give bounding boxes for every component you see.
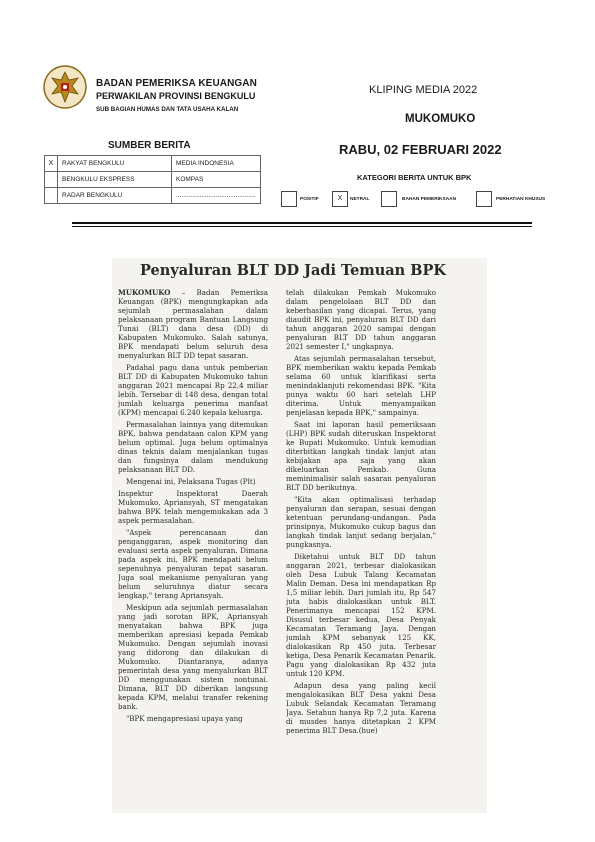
article-paragraph: Mengenai ini, Pelaksana Tugas (Plt) [126,477,256,486]
article-paragraph: Meskipun ada sejumlah permasalahan yang jadi sorotan BPK, Apriansyah menyatakan bahwa BPK juga memberikan apresiasi kepada Pemkab Mukomuko. Dengan sejumlah inovasi yang didorong dan dilakukan di Mukomuko. Diantaranya, adanya pemerintah desa yang menyalurkan BLT DD menggunakan sistem nontunai. Dimana, BLT DD diberikan langsung kepada KPM, melalui transfer rekening bank. [118,603,268,711]
clipping-label: KLIPING MEDIA 2022 [369,84,478,96]
category-label: POSITIF [300,197,319,202]
source-name: BENGKULU EKSPRESS [58,172,172,188]
article-paragraph: Adapun desa yang paling kecil mengalokasikan BLT Desa yakni Desa Lubuk Selandak Kecamatan Teramang Jaya. Setahun hanya Rp 7,2 juta. Karena di musdes hanya ditetapkan 2 KPM penerima BLT Desa.(hue) [286,681,436,735]
city-heading: MUKOMUKO [405,113,476,125]
source-table [44,155,261,204]
article-paragraph: Atas sejumlah permasalahan tersebut, BPK memberikan waktu kepada Pemkab selama 60 untuk klarifikasi serta menindaklanjuti rekomendasi BPK. "Kita punya waktu 60 hari setelah LHP diterima. Untuk menyampaikan penjelasan kepada BPK," sampainya. [286,354,436,417]
date-heading: RABU, 02 FEBRUARI 2022 [339,142,502,157]
category-checkbox-bahan [381,191,397,207]
source-title: SUMBER BERITA [108,140,191,151]
article-paragraph: "Kita akan optimalisasi terhadap penyaluran dan serapan, sesuai dengan ketentuan perundang-undangan. Pada prinsipnya, Mukomuko cukup bagus dan langkah tindak lanjut sedang berjalan," pungkasnya. [286,495,436,549]
article-paragraph: Diketahui untuk BLT DD tahun anggaran 2021, terbesar dialokasikan oleh Desa Lubuk Talang Kecamatan Malin Deman. Desa ini mendapatkan Rp 1,5 miliar lebih. Dari jumlah itu, Rp 547 juta habis dialokasikan untuk BLT. Penerimanya mencapai 152 KPM. Disusul terbesar kedua, Desa Penyak Kecamatan Teramang Jaya. Dengan jumlah KPM sebanyak 125 KK, dialokasikan Rp 450 juta. Terbesar ketiga, Desa Penarik Kecamatan Penarik. Pagu yang dialokasikan Rp 432 juta untuk 120 KPM. [286,552,436,678]
article-paragraph: Padahal pagu dana untuk pemberian BLT DD di Kabupaten Mukomuko tahun anggaran 2021 mencapai Rp 22,4 miliar lebih. Tersebar di 148 desa, dengan total jumlah keluarga penerima manfaat (KPM) mencapai 6.240 kepala keluarga. [118,363,268,417]
category-checkbox-netral: X [332,191,348,207]
source-row [45,156,261,172]
source-name: RADAR BENGKULU [58,188,172,204]
source-checkbox [45,188,58,204]
garuda-emblem-icon [42,64,88,110]
org-subdivision: SUB BAGIAN HUMAS DAN TATA USAHA KALAN [96,106,239,113]
org-branch: PERWAKILAN PROVINSI BENGKULU [96,91,256,101]
article-column-1 [118,288,268,833]
article-paragraph: Saat ini laporan hasil pemeriksaan (LHP) BPK sudah diteruskan Inspektorat ke Bupati Mukomuko. Untuk kemudian diterbitkan langkah tindak lanjut atau kebijakan apa saja yang akan dikeluarkan Pemkab. Guna meminimalisir salah sasaran penyaluran BLT DD berikutnya. [286,420,436,492]
source-name: ............................................ [172,188,261,204]
article-paragraph: Inspektur Inspektorat Daerah Mukomuko, Apriansyah, ST mengatakan bahwa BPK telah mengemukakan ada 3 aspek permasalahan. [118,489,268,525]
category-checkbox-positif [281,191,297,207]
article-paragraph: "BPK mengapresiasi upaya yang [126,714,243,723]
category-label: NETRAL [350,197,370,202]
article-dateline: MUKOMUKO [118,288,171,297]
source-row [45,188,261,204]
article-paragraph: Permasalahan lainnya yang ditemukan BPK, bahwa pendataan calon KPM yang belum optimal. Juga belum optimalnya dinas teknis dalam menjalankan tugas dan fungsinya dalam mendukung pelaksanaan BLT DD. [118,420,268,474]
source-row [45,172,261,188]
source-checkbox [45,172,58,188]
divider [72,222,532,224]
source-name: RAKYAT BENGKULU [58,156,172,172]
org-name: BADAN PEMERIKSA KEUANGAN [96,78,257,89]
article-paragraph: MUKOMUKO – Badan Pemeriksa Keuangan (BPK) mengungkapkan ada sejumlah permasalahan dalam pelaksanaan program Bantuan Langsung Tunai (BLT) dana desa (DD) di Kabupaten Mukomuko. Salah satunya, BPK mendapati belum seluruh desa menyalurkan BLT DD tepat sasaran. [118,288,268,360]
source-name: MEDIA INDONESIA [172,156,261,172]
article-paragraph: "Aspek perencanaan dan penganggaran, aspek monitoring dan evaluasi serta aspek penyaluran. Dimana pada aspek ini, BPK mendapati belum sepenuhnya penyaluran tepat sasaran. Juga soal mekanisme penyaluran yang belum seluruhnya diatur secara lengkap," terang Apriansyah. [118,528,268,600]
category-checkbox-perhatian [476,191,492,207]
source-name: KOMPAS [172,172,261,188]
category-title: KATEGORI BERITA UNTUK BPK [357,173,472,182]
category-label: PERHATIAN KHUSUS [496,197,546,202]
article-column-2 [286,288,436,833]
article-headline: Penyaluran BLT DD Jadi Temuan BPK [140,262,447,279]
category-label: BAHAN PEMERIKSAAN [402,197,457,202]
divider [72,226,532,227]
source-checkbox: X [45,156,58,172]
article-paragraph: telah dilakukan Pemkab Mukomuko dalam pengelolaan BLT DD dan keberhasilan yang dicapai. Terus, yang diaudit BPK ini, penyaluran BLT DD dari tahun anggaran 2020 sampai dengan penyaluran BLT DD tahun anggaran 2021 semester I," ungkapnya. [286,288,436,351]
